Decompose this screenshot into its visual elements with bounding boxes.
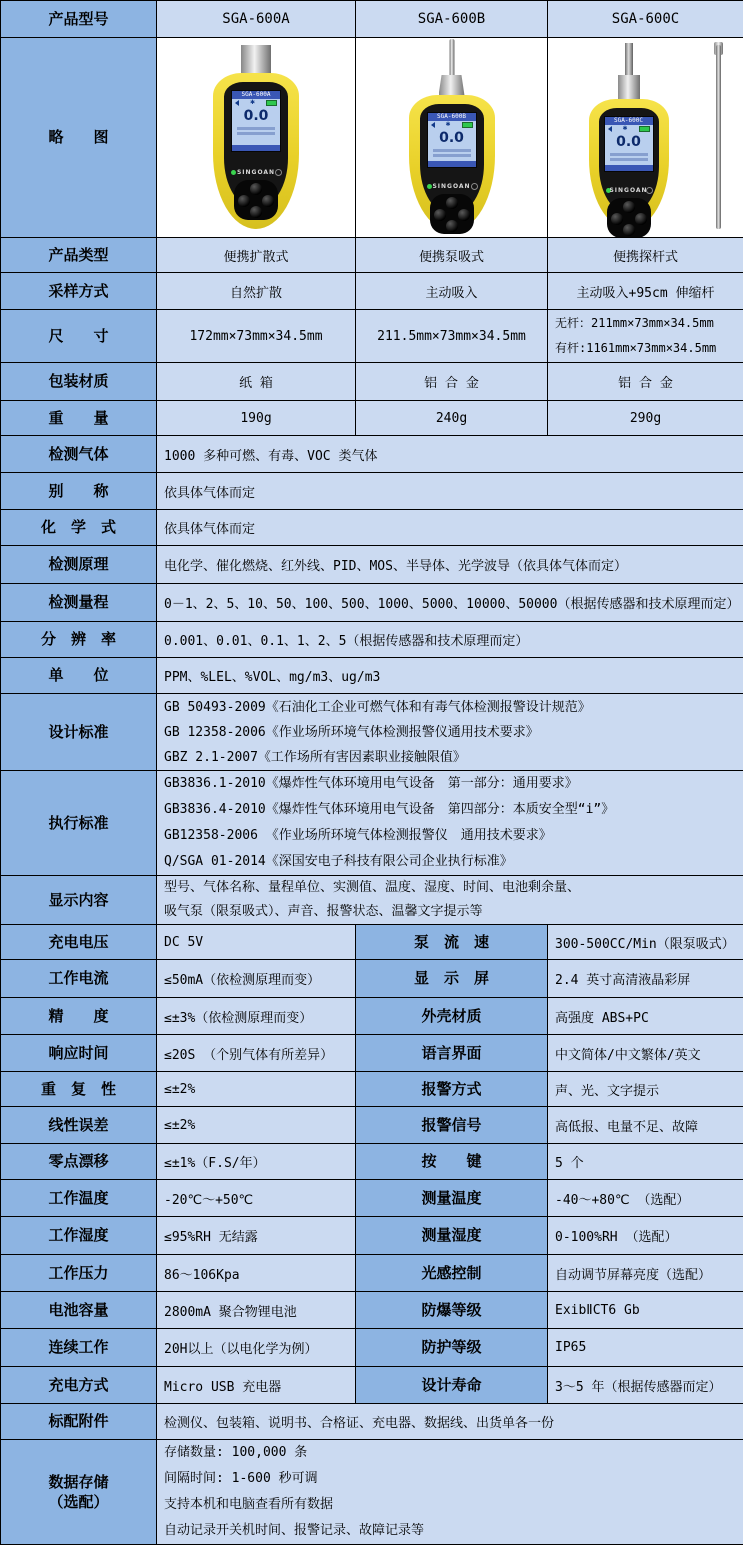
model-name-b: SGA-600B [356,1,548,38]
button-cluster [607,198,651,238]
storage-line: 存储数量: 100,000 条 [164,1440,736,1466]
standard-line: GB12358-2006 《作业场所环境气体检测报警仪 通用技术要求》 [164,823,736,849]
cell-value: ≤±2% [157,1107,356,1144]
cell-value: 便携扩散式 [157,238,356,273]
lcd-reading: 0.0 [605,134,653,151]
cell-value: 240g [356,401,548,436]
cell-value: 0-100%RH （选配） [548,1217,743,1255]
cell-value: ≤±3%（依检测原理而变） [157,998,356,1035]
cell-value [157,876,743,925]
cell-value: 自动调节屏幕亮度（选配） [548,1255,743,1292]
row-label: 连续工作 [1,1329,157,1367]
cell-value: 依具体气体而定 [157,473,743,510]
enter-button [446,220,458,232]
row-label: 采样方式 [1,273,157,310]
row-design-standards [1,694,743,771]
right-button [635,213,647,225]
row-label: 设计寿命 [356,1367,548,1404]
row-label: 防爆等级 [356,1292,548,1329]
row-label: 测量温度 [356,1180,548,1217]
row-sampling-method [1,273,743,310]
row-label: 线性误差 [1,1107,157,1144]
cell-value: ≤±2% [157,1072,356,1107]
enter-button [623,224,635,236]
brand-label: SINGOAN [599,187,659,194]
row-continuous-work-protection [1,1329,743,1367]
cell-value: Micro USB 充电器 [157,1367,356,1404]
lcd-screen [604,116,654,172]
device-image-cell-a [157,38,356,238]
cell-value: 电化学、催化燃烧、红外线、PID、MOS、半导体、光学波导（依具体气体而定） [157,546,743,584]
cell-value: 检测仪、包装箱、说明书、合格证、充电器、数据线、出货单各一份 [157,1404,743,1440]
row-response-time-language [1,1035,743,1072]
row-working-temp-measure-temp [1,1180,743,1217]
device-image-cell-c [548,38,743,238]
storage-line: 自动记录开关机时间、报警记录、故障记录等 [164,1518,736,1544]
row-unit [1,658,743,694]
cell-value: ≤20S （个别气体有所差异） [157,1035,356,1072]
cell-value: 自然扩散 [157,273,356,310]
row-label: 外壳材质 [356,998,548,1035]
display-line: 型号、气体名称、量程单位、实测值、温度、湿度、时间、电池剩余量、 [164,876,736,900]
button-cluster [430,194,474,234]
model-name-c: SGA-600C [548,1,743,38]
cell-value: 中文简体/中文繁体/英文 [548,1035,743,1072]
row-label-sketch: 略 图 [1,38,157,238]
row-label: 分 辨 率 [1,622,157,658]
standard-line: GB 50493-2009《石油化工企业可燃气体和有毒气体检测报警设计规范》 [164,695,736,720]
right-button [458,209,470,221]
left-button [434,209,446,221]
cell-value: 3～5 年（根据传感器而定） [548,1367,743,1404]
cell-value: PPM、%LEL、%VOL、mg/m3、ug/m3 [157,658,743,694]
row-standard-accessories [1,1404,743,1440]
cell-value: 主动吸入 [356,273,548,310]
row-zero-drift-keys [1,1144,743,1180]
row-label: 检测气体 [1,436,157,473]
power-icon [471,183,478,190]
row-packaging-material [1,363,743,401]
cell-value: 5 个 [548,1144,743,1180]
cell-value: 铝 合 金 [356,363,548,401]
cell-value: 290g [548,401,743,436]
cell-value: IP65 [548,1329,743,1367]
left-button [611,213,623,225]
cell-value: 300-500CC/Min（限泵吸式） [548,925,743,960]
row-detected-gas [1,436,743,473]
menu-button [446,197,458,209]
row-label: 重 复 性 [1,1072,157,1107]
cell-value: 86～106Kpa [157,1255,356,1292]
standard-line: Q/SGA 01-2014《深国安电子科技有限公司企业执行标准》 [164,849,736,875]
dimension-line: 有杆:1161mm×73mm×34.5mm [555,336,736,361]
cell-value: 0－1、2、5、10、50、100、500、1000、5000、10000、50000（根据传感器和技术原理而定） [157,584,743,622]
brand-label: SINGOAN [420,183,484,190]
cell-value: 高强度 ABS+PC [548,998,743,1035]
row-label: 测量湿度 [356,1217,548,1255]
cell-value: 20H以上（以电化学为例） [157,1329,356,1367]
row-label: 精 度 [1,998,157,1035]
row-weight [1,401,743,436]
cell-value: ≤95%RH 无结露 [157,1217,356,1255]
row-label: 报警方式 [356,1072,548,1107]
row-working-humidity-measure-humidity [1,1217,743,1255]
fan-icon: ✱ [250,100,255,106]
telescopic-rod-icon [716,45,721,229]
speaker-icon [235,100,239,106]
device-front-panel [420,104,484,216]
cell-value: 2800mA 聚合物锂电池 [157,1292,356,1329]
row-label: 工作电流 [1,960,157,998]
row-label: 化 学 式 [1,510,157,546]
row-working-current-display [1,960,743,998]
row-label: 光感控制 [356,1255,548,1292]
row-detection-principle [1,546,743,584]
cell-value: ≤50mA（依检测原理而变） [157,960,356,998]
power-icon [275,169,282,176]
cell-value: 0.001、0.01、0.1、1、2、5（根据传感器和技术原理而定） [157,622,743,658]
lcd-title: SGA-600C [605,117,653,125]
right-button [262,195,274,207]
cell-value: 便携泵吸式 [356,238,548,273]
power-icon [646,187,653,194]
cell-value: 纸 箱 [157,363,356,401]
device-body [213,73,299,229]
lcd-status-bar [232,145,280,151]
storage-line: 支持本机和电脑查看所有数据 [164,1492,736,1518]
row-label [1,1440,157,1545]
sensor-cap-icon [241,45,271,74]
row-label: 报警信号 [356,1107,548,1144]
device-image-cell-b [356,38,548,238]
row-label: 响应时间 [1,1035,157,1072]
cell-value: 铝 合 金 [548,363,743,401]
device-image-sga600c [574,39,684,237]
row-label: 语言界面 [356,1035,548,1072]
row-repeatability-alarm-mode [1,1072,743,1107]
device-front-panel [599,108,659,215]
cell-value: -40～+80℃ （选配） [548,1180,743,1217]
cell-value: 172mm×73mm×34.5mm [157,310,356,363]
standard-line: GB 12358-2006《作业场所环境气体检测报警仪通用技术要求》 [164,720,736,745]
lcd-status-bar [605,165,653,171]
enter-button [250,206,262,218]
speaker-icon [608,126,612,132]
row-label: 标配附件 [1,1404,157,1440]
lcd-reading: 0.0 [428,130,476,147]
row-accuracy-shell-material [1,998,743,1035]
speaker-icon [431,122,435,128]
cell-value: 190g [157,401,356,436]
row-alias [1,473,743,510]
row-label: 显 示 屏 [356,960,548,998]
menu-button [250,183,262,195]
row-label: 防护等级 [356,1329,548,1367]
model-name-a: SGA-600A [157,1,356,38]
menu-button [623,201,635,213]
probe-stub-icon [625,43,633,77]
row-working-pressure-light-control [1,1255,743,1292]
device-body [409,95,495,231]
row-label: 尺 寸 [1,310,157,363]
row-chemical-formula [1,510,743,546]
fan-icon: ✱ [622,126,627,132]
lcd-screen [427,112,477,168]
row-battery-explosion-proof [1,1292,743,1329]
row-label: 显示内容 [1,876,157,925]
cell-value: 高低报、电量不足、故障 [548,1107,743,1144]
row-label: 单 位 [1,658,157,694]
cell-value: 主动吸入+95cm 伸缩杆 [548,273,743,310]
row-display-content [1,876,743,925]
cell-value: 声、光、文字提示 [548,1072,743,1107]
cell-value: 便携探杆式 [548,238,743,273]
cell-value: ≤±1%（F.S/年） [157,1144,356,1180]
lcd-title: SGA-600A [232,91,280,99]
row-label: 检测原理 [1,546,157,584]
standard-line: GB3836.1-2010《爆炸性气体环境用电气设备 第一部分：通用要求》 [164,771,736,797]
device-body [589,99,669,229]
button-cluster [234,180,278,220]
row-label: 零点漂移 [1,1144,157,1180]
row-data-storage [1,1440,743,1545]
battery-icon [266,100,277,106]
row-label: 包装材质 [1,363,157,401]
fan-icon: ✱ [445,122,450,128]
row-label: 充电电压 [1,925,157,960]
row-label: 充电方式 [1,1367,157,1404]
standard-line: GB3836.4-2010《爆炸性气体环境用电气设备 第四部分：本质安全型“i”》 [164,797,736,823]
row-label: 电池容量 [1,1292,157,1329]
cell-value: DC 5V [157,925,356,960]
device-front-panel [224,82,288,210]
row-linearity-alarm-signal [1,1107,743,1144]
pump-probe-icon [449,39,454,77]
lcd-status-bar [428,161,476,167]
battery-icon [462,122,473,128]
dimension-line: 无杆：211mm×73mm×34.5mm [555,311,736,336]
lcd-screen [231,90,281,152]
cell-value: 211.5mm×73mm×34.5mm [356,310,548,363]
lcd-reading: 0.0 [232,108,280,125]
cell-value: 2.4 英寸高清液晶彩屏 [548,960,743,998]
row-detection-range [1,584,743,622]
row-label: 产品类型 [1,238,157,273]
device-image-sga600a [201,39,311,237]
standard-line: GBZ 2.1-2007《工作场所有害因素职业接触限值》 [164,745,736,770]
row-label: 设计标准 [1,694,157,771]
left-button [238,195,250,207]
row-dimensions [1,310,743,363]
row-label: 检测量程 [1,584,157,622]
row-execution-standards [1,771,743,876]
row-label-line: （选配） [2,1492,155,1512]
cell-value [157,694,743,771]
brand-label: SINGOAN [224,169,288,176]
lcd-title: SGA-600B [428,113,476,121]
display-line: 吸气泵（限泵吸式）、声音、报警状态、温馨文字提示等 [164,900,736,924]
storage-line: 间隔时间: 1-600 秒可调 [164,1466,736,1492]
row-label: 工作湿度 [1,1217,157,1255]
row-label: 按 键 [356,1144,548,1180]
cell-value [157,1440,743,1545]
probe-base-icon [439,75,465,96]
row-label: 重 量 [1,401,157,436]
row-label: 别 称 [1,473,157,510]
device-image-sga600b [397,39,507,237]
row-label: 工作温度 [1,1180,157,1217]
battery-icon [639,126,650,132]
sketch-row [1,38,743,238]
cell-value: 依具体气体而定 [157,510,743,546]
header-row [1,1,743,38]
cell-value [157,771,743,876]
row-label-product-model: 产品型号 [1,1,157,38]
row-charging-method-design-life [1,1367,743,1404]
row-label: 工作压力 [1,1255,157,1292]
row-label: 泵 流 速 [356,925,548,960]
cell-value: 1000 多种可燃、有毒、VOC 类气体 [157,436,743,473]
cell-value [548,310,743,363]
probe-base-icon [618,75,640,100]
row-label: 执行标准 [1,771,157,876]
row-product-type [1,238,743,273]
row-label-line: 数据存储 [2,1472,155,1492]
cell-value: -20℃～+50℃ [157,1180,356,1217]
row-charging-voltage-pump-flow [1,925,743,960]
row-resolution [1,622,743,658]
cell-value: ExibⅡCT6 Gb [548,1292,743,1329]
